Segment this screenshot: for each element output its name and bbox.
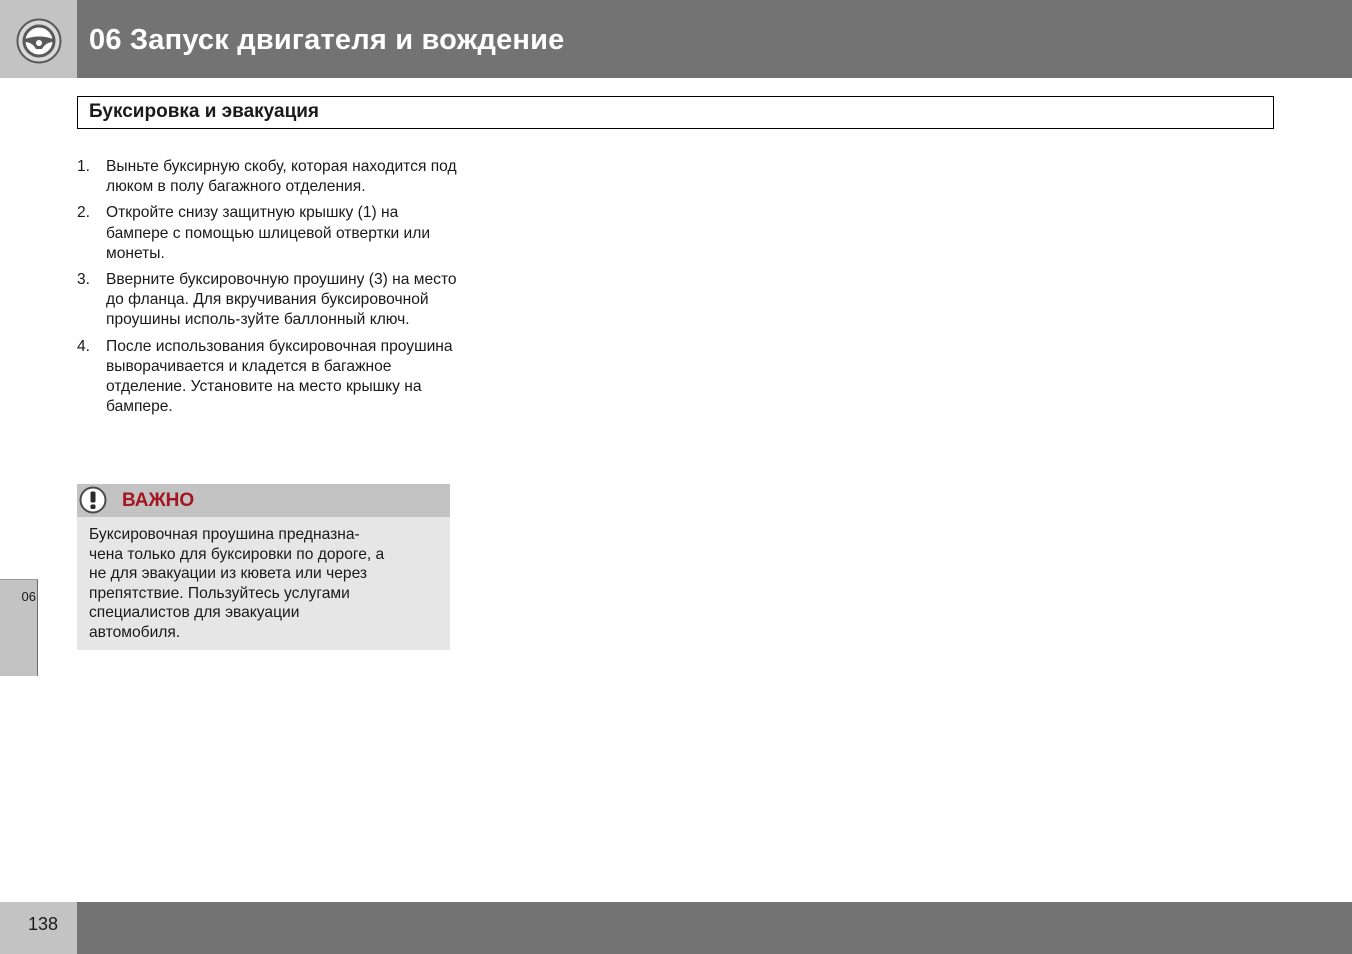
page-number: 138	[28, 914, 59, 934]
list-item	[77, 337, 457, 418]
section-title: Буксировка и эвакуация	[89, 101, 320, 122]
step-number: 2.	[77, 204, 91, 222]
warning-icon-box	[77, 484, 109, 517]
section-heading-box	[77, 96, 1274, 129]
list-item	[77, 203, 457, 264]
step-number: 3.	[77, 271, 91, 289]
chapter-title: 06 Запуск двигателя и вождение	[89, 24, 565, 56]
step-number: 1.	[77, 158, 91, 175]
steering-wheel-icon	[16, 18, 62, 64]
warning-label: ВАЖНО	[122, 490, 195, 511]
warning-body	[77, 517, 450, 650]
warning-header	[77, 484, 450, 517]
step-number: 4.	[77, 337, 91, 355]
chapter-tab-number: 06	[21, 589, 36, 604]
list-item	[77, 270, 457, 331]
step-text: Вверните буксировочную проушину (3) на место до фланца. Для вкручивания буксировочной проушины исполь-зуйте баллонный ключ.	[106, 271, 457, 329]
header-bar	[77, 0, 1352, 78]
instruction-list	[77, 157, 457, 423]
step-text: Откройте снизу защитную крышку (1) на бампере с помощью шлицевой отвертки или монеты.	[106, 204, 431, 262]
list-item	[77, 157, 457, 197]
step-text: Выньте буксирную скобу, которая находится под люком в полу багажного отделения.	[106, 158, 457, 196]
footer-page-box	[0, 902, 77, 954]
step-text: После использования буксировочная проушина выворачивается и кладется в багажное отделение. Установите на место крышку на бампере.	[106, 337, 453, 416]
warning-text: Буксировочная проушина предназна- чена только для буксировки по дороге, а не для эвакуации из кювета или через препятствие. Пользуйтесь услугами специалистов для эвакуации автомобиля.	[89, 526, 385, 641]
exclamation-icon	[79, 486, 107, 514]
chapter-side-tab	[0, 579, 38, 676]
header-icon-box	[0, 0, 77, 78]
footer-bar	[77, 902, 1352, 954]
